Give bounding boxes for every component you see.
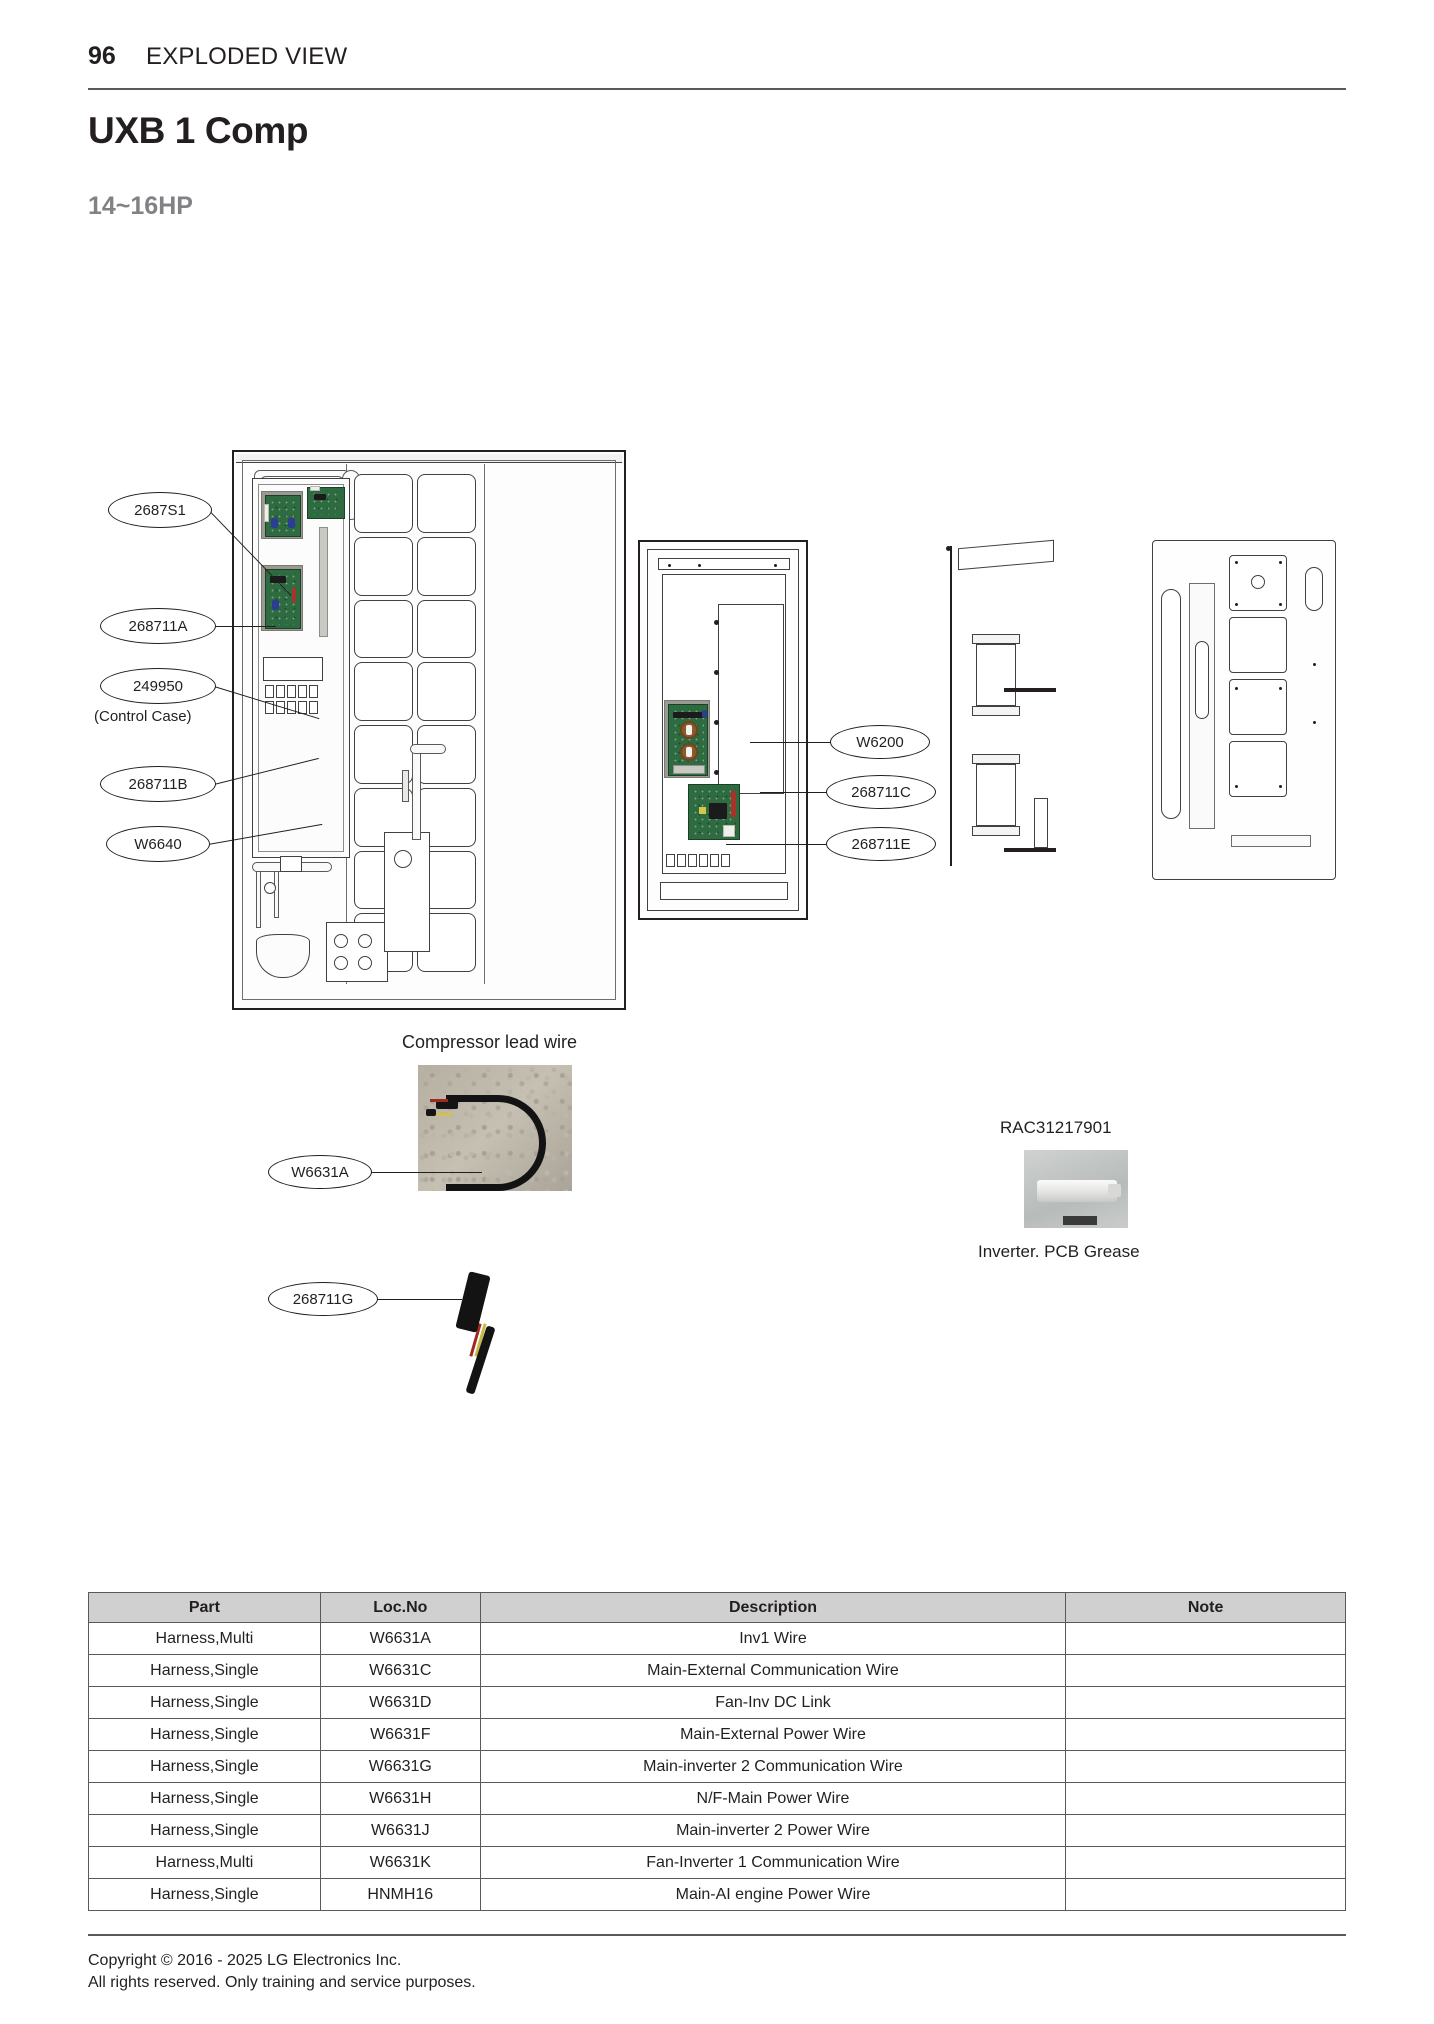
bracket-spine bbox=[950, 546, 952, 866]
pcb-capacitor bbox=[702, 710, 707, 718]
table-row bbox=[89, 1815, 1346, 1847]
screw bbox=[714, 670, 719, 675]
callout-268711G-label: 268711G bbox=[292, 1290, 354, 1308]
screw bbox=[714, 770, 719, 775]
cell-note bbox=[1066, 1783, 1346, 1815]
cell-description: Inv1 Wire bbox=[480, 1623, 1065, 1655]
cell-note bbox=[1066, 1719, 1346, 1751]
cell-part: Harness,Single bbox=[89, 1687, 321, 1719]
bracket-plate-2 bbox=[976, 764, 1016, 826]
riser-pipe bbox=[412, 752, 421, 840]
cell-description: Main-AI engine Power Wire bbox=[480, 1879, 1065, 1911]
callout-W6200-label: W6200 bbox=[856, 733, 904, 751]
terminal-pin bbox=[688, 854, 697, 867]
bracket-clip-bottom-1 bbox=[972, 706, 1020, 716]
cell-locno: W6631C bbox=[320, 1655, 480, 1687]
screw bbox=[714, 620, 719, 625]
cell-locno: W6631K bbox=[320, 1847, 480, 1879]
leader-line-268711A bbox=[214, 626, 276, 627]
screw bbox=[1313, 721, 1316, 724]
grease-tube bbox=[1037, 1180, 1117, 1202]
section-title: EXPLODED VIEW bbox=[146, 43, 348, 70]
coil-cell bbox=[354, 537, 413, 596]
table-row bbox=[89, 1751, 1346, 1783]
plate-hole bbox=[358, 934, 372, 948]
callout-249950[interactable] bbox=[100, 668, 216, 704]
column-header-note: Note bbox=[1066, 1593, 1346, 1623]
footer-line-2: All rights reserved. Only training and service purposes. bbox=[88, 1973, 476, 1991]
pcb-capacitor bbox=[272, 600, 279, 610]
footer-copyright bbox=[88, 1950, 476, 1993]
pcb-processor bbox=[709, 803, 727, 819]
lead-wire-red-conductor bbox=[430, 1099, 448, 1102]
screw bbox=[1279, 561, 1282, 564]
parts-table-header-row bbox=[89, 1593, 1346, 1623]
fan-inverter-board bbox=[265, 569, 301, 629]
terminal-pin bbox=[699, 854, 708, 867]
lead-wire-cable bbox=[446, 1095, 546, 1191]
cell-locno: W6631A bbox=[320, 1623, 480, 1655]
accumulator-plate bbox=[326, 922, 388, 982]
leader-line-268711C bbox=[760, 792, 830, 793]
main-pcb-board bbox=[265, 495, 301, 537]
footer-divider bbox=[88, 1934, 1346, 1936]
plate-hole bbox=[358, 956, 372, 970]
panel-terminal-pins bbox=[666, 854, 730, 867]
cell-note bbox=[1066, 1623, 1346, 1655]
coil-spring-pipe bbox=[402, 770, 409, 802]
pcb-connector bbox=[310, 486, 320, 491]
pcb-red-connector bbox=[731, 791, 736, 817]
cell-description: Main-External Communication Wire bbox=[480, 1655, 1065, 1687]
screw bbox=[668, 564, 671, 567]
suction-pipe bbox=[256, 866, 261, 928]
table-row bbox=[89, 1623, 1346, 1655]
cell-part: Harness,Single bbox=[89, 1783, 321, 1815]
panel-top-bracket bbox=[658, 558, 790, 570]
control-case bbox=[252, 478, 350, 858]
pcb-connector bbox=[264, 504, 269, 522]
grease-name-caption: Inverter. PCB Grease bbox=[978, 1242, 1140, 1261]
callout-268711C[interactable] bbox=[826, 775, 936, 809]
base-plate-window bbox=[1229, 617, 1287, 673]
panel-bottom-rail bbox=[660, 882, 788, 900]
column-header-locno: Loc.No bbox=[320, 1593, 480, 1623]
table-row bbox=[89, 1879, 1346, 1911]
mounting-bracket-side-view bbox=[944, 540, 1064, 870]
plate-hole bbox=[334, 956, 348, 970]
parts-table-body bbox=[89, 1623, 1346, 1911]
page-title: UXB 1 Comp bbox=[88, 110, 309, 151]
base-plate-window bbox=[1229, 741, 1287, 797]
callout-268711G[interactable] bbox=[268, 1282, 378, 1316]
cell-locno: W6631G bbox=[320, 1751, 480, 1783]
cell-locno: W6631F bbox=[320, 1719, 480, 1751]
cell-part: Harness,Multi bbox=[89, 1623, 321, 1655]
cell-description: Main-External Power Wire bbox=[480, 1719, 1065, 1751]
table-row bbox=[89, 1655, 1346, 1687]
terminal-pins-row-2 bbox=[265, 701, 318, 714]
base-plate-foot bbox=[1231, 835, 1311, 847]
callout-249950-sublabel: (Control Case) bbox=[94, 708, 192, 725]
callout-268711B[interactable] bbox=[100, 766, 216, 802]
base-plate-drawing bbox=[1152, 540, 1336, 880]
terminal-pin bbox=[677, 854, 686, 867]
terminal-pin bbox=[298, 685, 307, 698]
cell-part: Harness,Single bbox=[89, 1815, 321, 1847]
pcb-capacitor bbox=[288, 518, 295, 528]
page-subtitle: 14~16HP bbox=[88, 192, 193, 220]
terminal-pin bbox=[666, 854, 675, 867]
cell-locno: HNMH16 bbox=[320, 1879, 480, 1911]
cell-description: Main-inverter 2 Communication Wire bbox=[480, 1751, 1065, 1783]
bracket-stud-2 bbox=[1004, 848, 1056, 852]
screw bbox=[1279, 603, 1282, 606]
callout-268711E-label: 268711E bbox=[851, 835, 911, 853]
bracket-clip-top-2 bbox=[972, 754, 1020, 764]
cell-description: Fan-Inverter 1 Communication Wire bbox=[480, 1847, 1065, 1879]
screw bbox=[1235, 561, 1238, 564]
cell-part: Harness,Single bbox=[89, 1751, 321, 1783]
connector-photo-268711G bbox=[418, 1265, 558, 1405]
coil-cell bbox=[354, 600, 413, 659]
cell-locno: W6631D bbox=[320, 1687, 480, 1719]
pcb-yellow-component bbox=[699, 807, 706, 814]
pcb-capacitor bbox=[271, 518, 278, 528]
callout-2687S1-label: 2687S1 bbox=[134, 501, 186, 519]
panel-shield-plate bbox=[718, 604, 784, 794]
base-plate-side-slot bbox=[1305, 567, 1323, 611]
terminal-pin bbox=[721, 854, 730, 867]
discharge-pipe bbox=[274, 866, 279, 918]
cell-description: Main-inverter 2 Power Wire bbox=[480, 1815, 1065, 1847]
bracket-stud-1 bbox=[1004, 688, 1056, 692]
coil-cell bbox=[417, 474, 476, 533]
coil-cell bbox=[417, 662, 476, 721]
terminal-pin bbox=[276, 685, 285, 698]
callout-268711A[interactable] bbox=[100, 608, 216, 644]
screw bbox=[698, 564, 701, 567]
screw bbox=[1235, 687, 1238, 690]
screw bbox=[774, 564, 777, 567]
base-plate-center-hole bbox=[1251, 575, 1265, 589]
callout-W6640-label: W6640 bbox=[134, 835, 182, 853]
table-row bbox=[89, 1847, 1346, 1879]
bracket-top-arm bbox=[958, 540, 1054, 570]
sensor-box bbox=[280, 856, 302, 872]
callout-268711A-label: 268711A bbox=[128, 617, 188, 635]
callout-268711B-label: 268711B bbox=[128, 775, 188, 793]
callout-W6631A[interactable] bbox=[268, 1155, 372, 1189]
column-header-part: Part bbox=[89, 1593, 321, 1623]
screw bbox=[1235, 603, 1238, 606]
fan-inverter-pcb-268711B bbox=[261, 565, 303, 631]
bracket-plate-1 bbox=[976, 644, 1016, 706]
callout-268711C-label: 268711C bbox=[851, 783, 911, 801]
cell-note bbox=[1066, 1751, 1346, 1783]
bracket-clip-bottom-2 bbox=[972, 826, 1020, 836]
inverter-pcb-grease-photo bbox=[1024, 1150, 1128, 1228]
bracket-tab bbox=[1034, 798, 1048, 848]
main-pcb-268711A bbox=[261, 491, 303, 539]
leader-line-268711G bbox=[376, 1299, 462, 1300]
base-plate-long-slot bbox=[1161, 589, 1181, 819]
table-row bbox=[89, 1783, 1346, 1815]
coil-cell bbox=[354, 662, 413, 721]
leader-line-268711E bbox=[726, 844, 830, 845]
leader-line-W6631A bbox=[370, 1172, 482, 1173]
outdoor-unit-cabinet-drawing bbox=[232, 450, 626, 1010]
leader-line-W6200 bbox=[750, 742, 832, 743]
table-row bbox=[89, 1719, 1346, 1751]
column-header-description: Description bbox=[480, 1593, 1065, 1623]
noise-filter-pcb-W6200 bbox=[664, 700, 710, 778]
callout-W6200[interactable] bbox=[830, 725, 930, 759]
ai-engine-pcb-268711E bbox=[688, 784, 740, 840]
cell-note bbox=[1066, 1655, 1346, 1687]
compressor-lead-wire-caption: Compressor lead wire bbox=[402, 1032, 578, 1052]
terminal-pin bbox=[710, 854, 719, 867]
callout-268711E[interactable] bbox=[826, 827, 936, 861]
screw bbox=[946, 546, 951, 551]
noise-filter-board bbox=[668, 704, 708, 776]
grease-tube-label bbox=[1063, 1216, 1097, 1225]
footer-line-1: Copyright © 2016 - 2025 LG Electronics Inc. bbox=[88, 1952, 402, 1969]
coil-cell bbox=[354, 474, 413, 533]
screw bbox=[1279, 785, 1282, 788]
service-valve bbox=[264, 882, 276, 894]
cell-part: Harness,Multi bbox=[89, 1847, 321, 1879]
cell-description: Fan-Inv DC Link bbox=[480, 1687, 1065, 1719]
callout-249950-label: 249950 bbox=[132, 677, 184, 695]
screw bbox=[1279, 687, 1282, 690]
pcb-relay bbox=[723, 825, 735, 837]
tank-port bbox=[394, 850, 412, 868]
table-row bbox=[89, 1687, 1346, 1719]
screw bbox=[1313, 663, 1316, 666]
lead-wire-terminal bbox=[436, 1101, 458, 1109]
cell-locno: W6631H bbox=[320, 1783, 480, 1815]
cell-note bbox=[1066, 1815, 1346, 1847]
terminal-pin bbox=[265, 685, 274, 698]
pcb-chip bbox=[673, 712, 705, 718]
lead-wire-pin bbox=[426, 1109, 436, 1116]
callout-2687S1[interactable] bbox=[108, 492, 212, 528]
terminal-pins-row-1 bbox=[265, 685, 318, 698]
coil-cell bbox=[417, 725, 476, 784]
screw bbox=[714, 720, 719, 725]
parts-table bbox=[88, 1592, 1346, 1911]
cell-locno: W6631J bbox=[320, 1815, 480, 1847]
coil-cell bbox=[417, 600, 476, 659]
callout-W6640[interactable] bbox=[106, 826, 210, 862]
grease-tube-nozzle bbox=[1108, 1184, 1121, 1197]
riser-bend bbox=[410, 744, 446, 754]
pcb-fuse-row bbox=[673, 765, 705, 774]
heatsink-slot bbox=[319, 527, 328, 637]
grease-part-number: RAC31217901 bbox=[1000, 1118, 1112, 1137]
pcb-chip bbox=[314, 494, 326, 500]
cell-note bbox=[1066, 1687, 1346, 1719]
inverter-pcb-2687S1 bbox=[307, 487, 345, 519]
terminal-pin bbox=[287, 685, 296, 698]
control-box-panel-drawing bbox=[638, 540, 808, 920]
coil-cell bbox=[417, 537, 476, 596]
cell-note bbox=[1066, 1879, 1346, 1911]
parts-table-head bbox=[89, 1593, 1346, 1623]
cell-part: Harness,Single bbox=[89, 1879, 321, 1911]
plate-hole bbox=[334, 934, 348, 948]
cell-note bbox=[1066, 1847, 1346, 1879]
base-plate-short-slot bbox=[1195, 641, 1209, 719]
bracket-clip-top-1 bbox=[972, 634, 1020, 644]
pcb-toroid-coil bbox=[680, 743, 698, 761]
terminal-pin bbox=[309, 685, 318, 698]
pcb-toroid-coil bbox=[680, 721, 698, 739]
cell-part: Harness,Single bbox=[89, 1719, 321, 1751]
terminal-pin bbox=[309, 701, 318, 714]
cell-part: Harness,Single bbox=[89, 1655, 321, 1687]
callout-W6631A-label: W6631A bbox=[291, 1163, 349, 1181]
cabinet-divider-right bbox=[484, 464, 485, 984]
cell-description: N/F-Main Power Wire bbox=[480, 1783, 1065, 1815]
page-number: 96 bbox=[88, 42, 116, 70]
screw bbox=[1235, 785, 1238, 788]
pcb-red-connector bbox=[292, 588, 296, 602]
terminal-block-upper bbox=[263, 657, 323, 681]
